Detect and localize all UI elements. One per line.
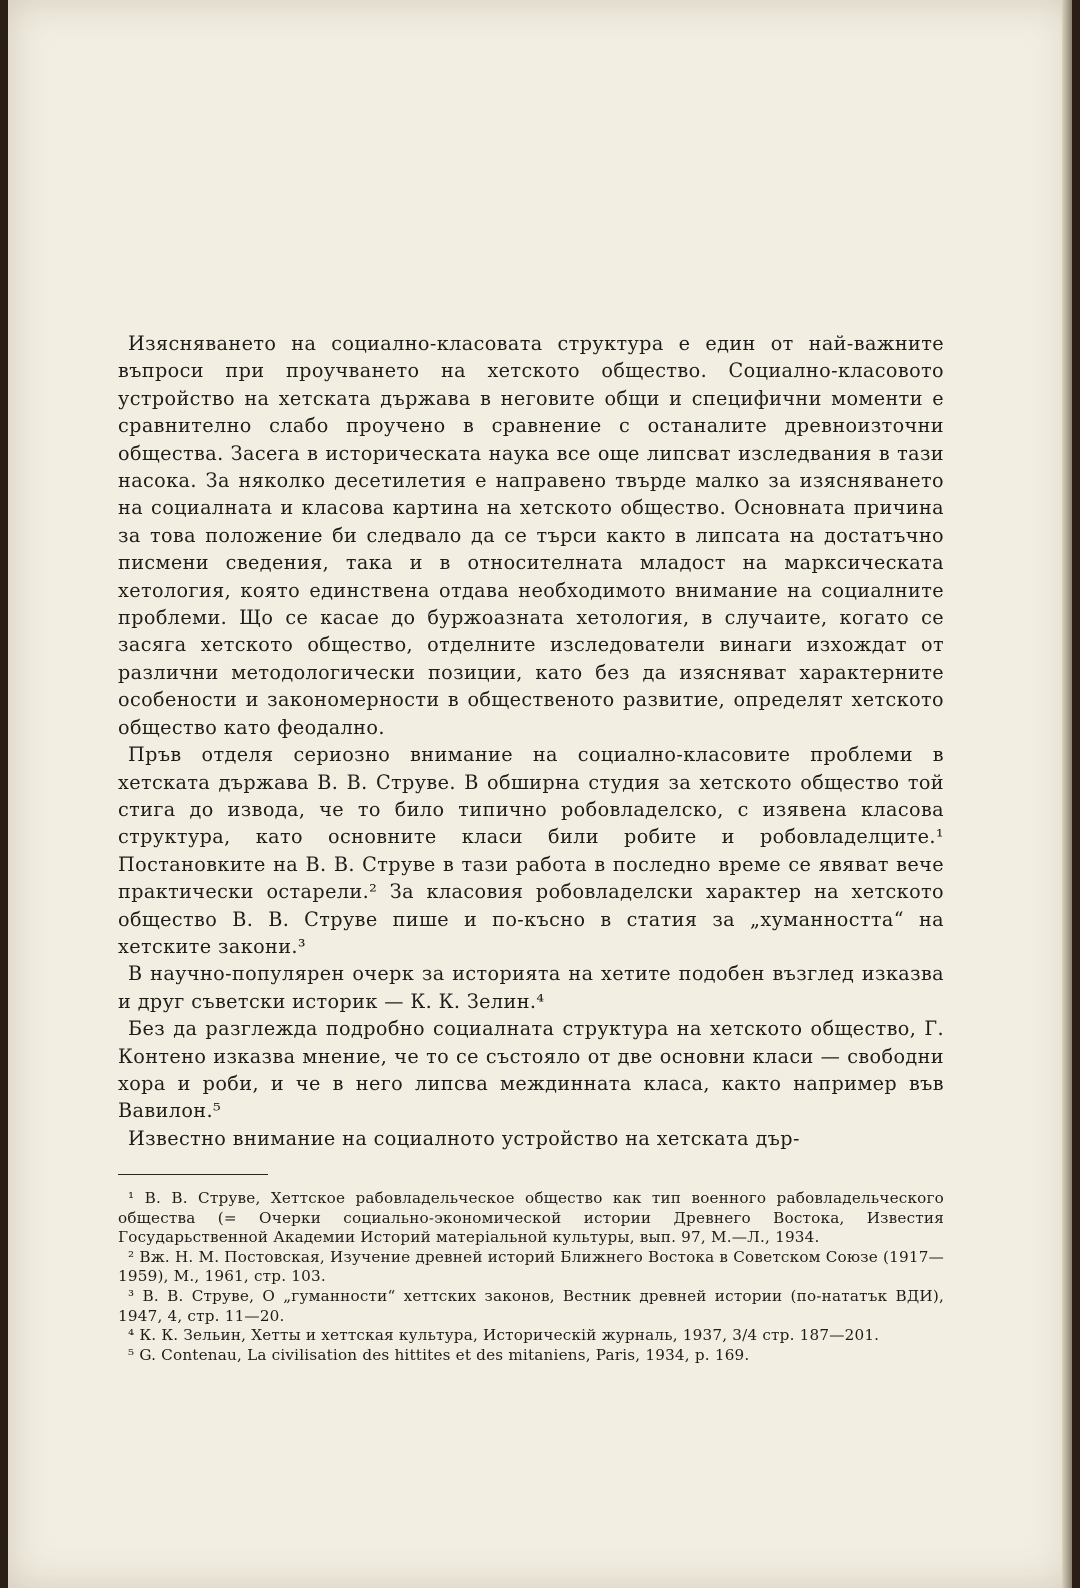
- paragraph: Изясняването на социално-класовата структура е един от най-важните въпроси при проучването на хетското общество. Социално-класовото устройство на хетската държава в неговите общи и специфични моменти е сравнително слабо проучено в сравнение с останалите древноизточни общества. Засега в историческата наука все още липсват изследвания в тази насока. За няколко десетилетия е направено твърде малко за изясняването на социалната и класова картина на хетското общество. Основната причина за това положение би следвало да се търси както в липсата на достатъчно писмени сведения, така и в относителната младост на марксическата хетология, която единствена отдава необходимото внимание на социалните проблеми. Що се касае до буржоазната хетология, в случаите, когато се засяга хетското общество, отделните изследователи винаги изхождат от различни методологически позиции, като без да изясняват характерните особености и закономерности в общественото развитие, определят хетското общество като феодално.: [118, 332, 944, 739]
- page-edge: [1062, 0, 1072, 1588]
- footnotes: [118, 1174, 944, 1365]
- paragraph: В научно-популярен очерк за историята на хетите подобен възглед изказва и друг съветски историк — К. К. Зелин.⁴: [118, 962, 944, 1013]
- paragraph: Без да разглежда подробно социалната структура на хетското общество, Г. Контено изказва мнение, че то се състояло от две основни класи — свободни хора и роби, и че в него липсва междинната класа, както например във Вавилон.⁵: [118, 1017, 944, 1123]
- main-text: [118, 330, 944, 1152]
- footnote: ⁴ К. К. Зельин, Хетты и хеттская культура, Историческiй журналь, 1937, 3/4 стр. 187—201.: [128, 1326, 880, 1345]
- footnote-rule: [118, 1174, 268, 1175]
- paragraph: Пръв отделя сериозно внимание на социално-класовите проблеми в хетската държава В. В. Струве. В обширна студия за хетското общество той стига до извода, че то било типично робовладелско, с изявена класова структура, като основните класи били робите и робовладелците.¹ Постановките на В. В. Струве в тази работа в последно време се явяват вече практически остарели.² За класовия робовладелски характер на хетското общество В. В. Струве пише и по-късно в статия за „хуманността“ на хетските закони.³: [118, 743, 944, 958]
- paragraph: Известно внимание на социалното устройство на хетската дър-: [128, 1126, 800, 1150]
- footnote: ² Вж. Н. М. Постовская, Изучение древней историй Ближнего Востока в Советском Союзе (1917—1959), М., 1961, стр. 103.: [118, 1247, 944, 1286]
- footnote: ³ В. В. Струве, О „гуманности“ хеттских законов, Вестник древней истории (по-нататък ВДИ), 1947, 4, стр. 11—20.: [118, 1286, 944, 1325]
- footnote: ⁵ G. Contenau, La civilisation des hittites et des mitaniens, Paris, 1934, p. 169.: [128, 1345, 750, 1364]
- document-page: [8, 0, 1072, 1588]
- footnote: ¹ В. В. Струве, Хеттское рабовладельческое общество как тип военного рабовладельческого общества (= Очерки социально-экономической истории Древнего Востока, Известия Государьственной Академии Историй матерiальной культуры, вып. 97, М.—Л., 1934.: [118, 1189, 944, 1247]
